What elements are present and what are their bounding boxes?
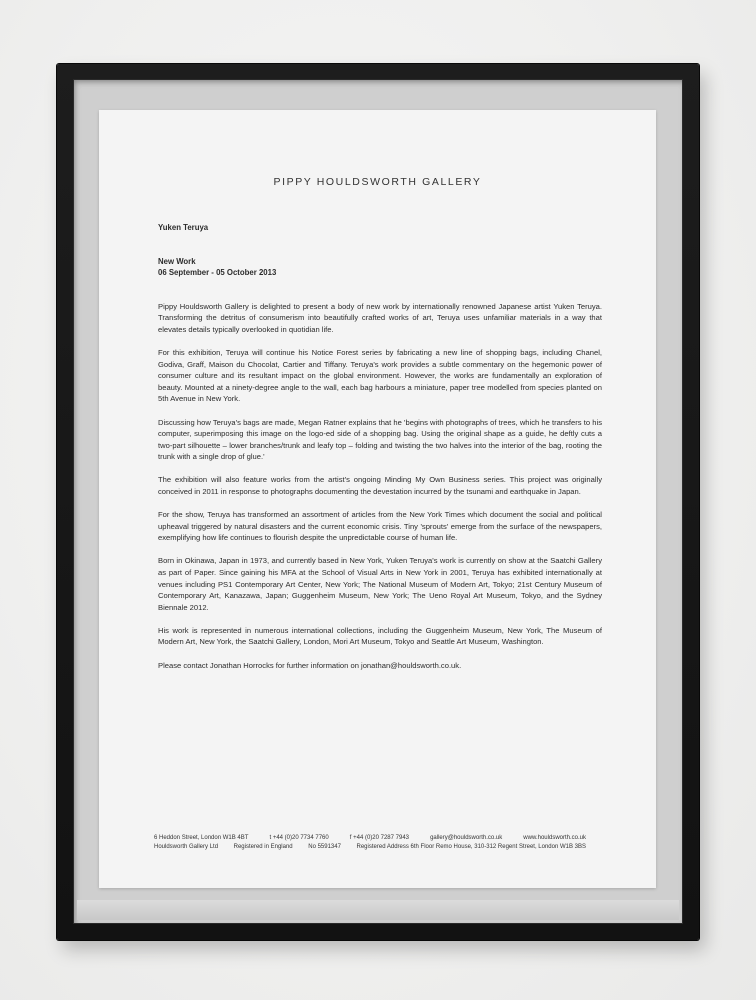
letterhead-footer [154, 834, 586, 853]
footer-company-number: No 5591347 [308, 844, 341, 851]
footer-registered-address: Registered Address 6th Floor Remo House, 310-312 Regent Street, London W1B 3BS [356, 844, 586, 851]
paragraph-minding-business: The exhibition will also feature works from the artist's ongoing Minding My Own Business series. This project was originally conceived in 2011 in response to photographs documenting the devestation incurred by the tsunami and earthquake in Japan. [158, 475, 602, 496]
footer-address: 6 Heddon Street, London W1B 4BT [154, 835, 249, 841]
footer-website: www.houldsworth.co.uk [523, 835, 586, 841]
exhibition-dates: 06 September - 05 October 2013 [158, 268, 277, 278]
footer-registered: Registered in England [233, 844, 293, 851]
paragraph-introduction: Pippy Houldsworth Gallery is delighted to present a body of new work by internationally renowned Japanese artist Yuken Teruya. Transforming the detritus of consumerism into beautifully crafted works of art, Teruya uses unfamiliar materials in a way that elevates details typically overlooked in quotidian life. [158, 301, 602, 334]
footer-telephone: t +44 (0)20 7734 7760 [269, 835, 329, 841]
frame-mount-edge [77, 900, 679, 920]
press-release-sheet [99, 110, 656, 888]
exhibition-title: New Work [158, 256, 196, 266]
footer-email: gallery@houldsworth.co.uk [430, 835, 503, 841]
footer-registration-line [154, 843, 586, 852]
paragraph-notice-forest: For this exhibition, Teruya will continue his Notice Forest series by fabricating a new line of shopping bags, including Chanel, Godiva, Graff, Maison du Chocolat, Cartier and Tiffany. Teruya's work provides a subtle commentary on the hegemonic power of consumer culture and its resultant impact on the global environment. However, the works are fundamentally an exploration of beauty. Mounted at a ninety-degree angle to the wall, each bag harbours a miniature, paper tree modelled from species planted on 5th Avenue in New York. [158, 348, 602, 404]
press-release-body [158, 222, 602, 683]
paragraph-contact: Please contact Jonathan Horrocks for further information on jonathan@houldsworth.co.uk. [158, 660, 462, 670]
paragraph-biography: Born in Okinawa, Japan in 1973, and currently based in New York, Yuken Teruya's work is currently on show at the Saatchi Gallery as part of Paper. Since gaining his MFA at the School of Visual Arts in New York in 2001, Teruya has exhibited internationally at venues including PS1 Contemporary Art Center, New York; The National Museum of Modern Art, Tokyo; 21st Century Museum of Contemporary Art, Kanazawa, Japan; Guggenheim Museum, New York; The Ueno Royal Art Museum, Tokyo, and the Sydney Biennale 2012. [158, 556, 602, 612]
footer-contact-line [154, 834, 586, 843]
footer-fax: f +44 (0)20 7287 7943 [349, 835, 409, 841]
gallery-letterhead: PIPPY HOULDSWORTH GALLERY [273, 176, 482, 188]
paragraph-process: Discussing how Teruya's bags are made, Megan Ratner explains that he 'begins with photographs of trees, which he transfers to his computer, superimposing this image on the logo-ed side of a shopping bag. Using the original shape as a guide, he deftly cuts a two-part silhouette – lower branches/trunk and leafy top – folding and twisting the two halves into the interior of the bag, rooting the trunk with a single drop of glue.' [158, 417, 602, 462]
footer-company: Houldsworth Gallery Ltd [154, 844, 219, 851]
paragraph-collections: His work is represented in numerous international collections, including the Guggenheim Museum, New York, The Museum of Modern Art, New York, the Saatchi Gallery, London, Mori Art Museum, Tokyo and Seattle Art Museum, Washington. [158, 625, 602, 647]
paragraph-newspapers: For the show, Teruya has transformed an assortment of articles from the New York Times which document the social and political upheaval triggered by natural disasters and the current economic crisis. Tiny 'sprouts' emerge from the surface of the newspapers, exemplifying how life continues to flourish despite the unpredictable course of human life. [158, 510, 602, 543]
artist-name: Yuken Teruya [158, 223, 209, 232]
